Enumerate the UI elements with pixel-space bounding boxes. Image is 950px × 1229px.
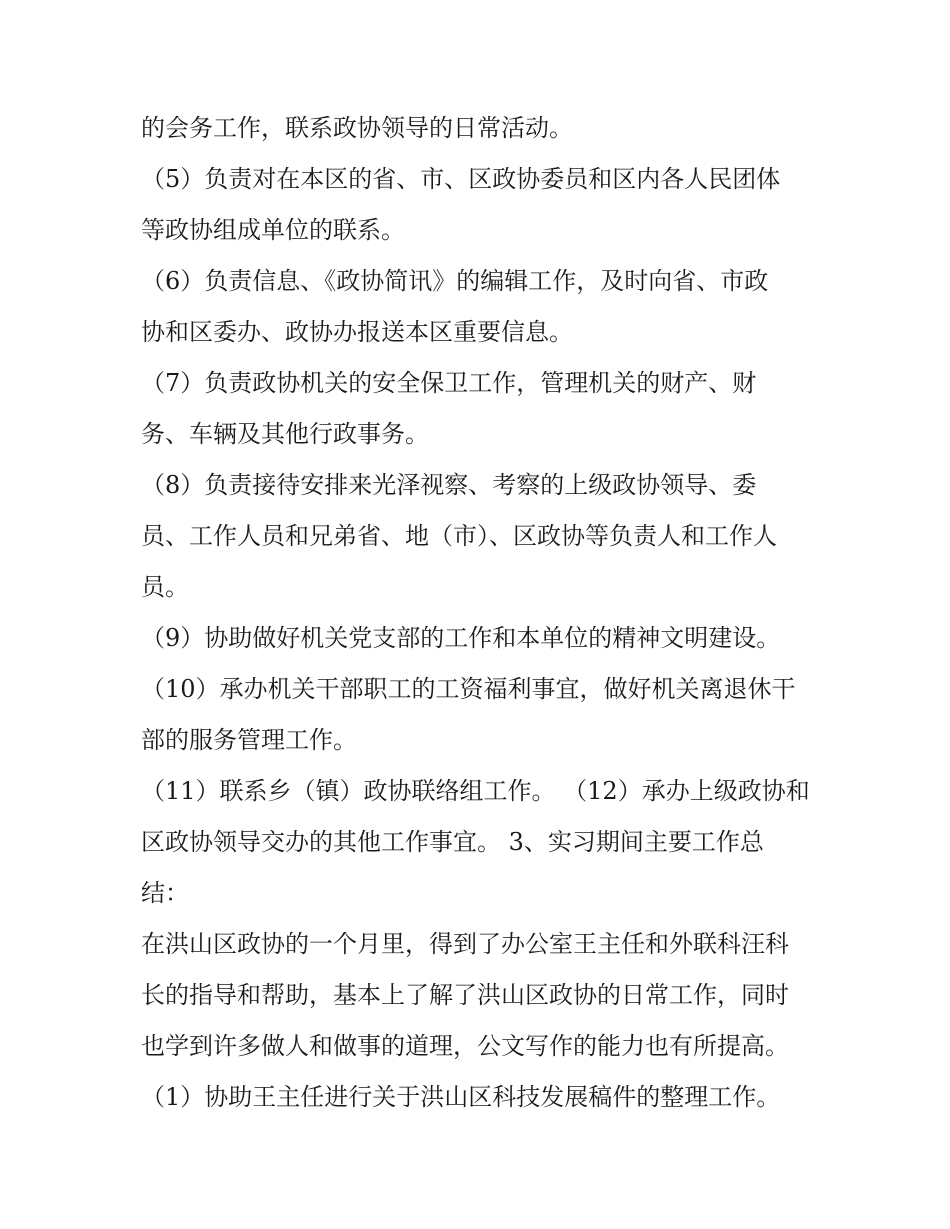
text-line-15: 区政协领导交办的其他工作事宜。 3、实习期间主要工作总 [141,828,764,856]
text-line-12: （10）承办机关干部职工的工资福利事宜，做好机关离退休干 [141,675,796,703]
text-line-19: 也学到许多做人和做事的道理，公文写作的能力也有所提高。 [141,1032,789,1060]
text-line-10: 员。 [141,573,189,601]
text-line-03: 等政协组成单位的联系。 [141,216,405,244]
text-line-13: 部的服务管理工作。 [141,726,357,754]
text-line-08: （8）负责接待安排来光泽视察、考察的上级政协领导、委 [141,471,757,499]
text-line-01: 的会务工作，联系政协领导的日常活动。 [141,114,573,142]
text-line-20: （1）协助王主任进行关于洪山区科技发展稿件的整理工作。 [141,1083,781,1111]
text-line-09: 员、工作人员和兄弟省、地（市）、区政协等负责人和工作人 [141,522,777,550]
text-line-07: 务、车辆及其他行政事务。 [141,420,429,448]
text-line-17: 在洪山区政协的一个月里，得到了办公室王主任和外联科汪科 [141,930,789,958]
text-line-16: 结： [141,879,189,907]
text-line-18: 长的指导和帮助，基本上了解了洪山区政协的日常工作，同时 [141,981,789,1009]
text-line-05: 协和区委办、政协办报送本区重要信息。 [141,318,573,346]
text-line-11: （9）协助做好机关党支部的工作和本单位的精神文明建设。 [141,624,781,652]
text-line-02: （5）负责对在本区的省、市、区政协委员和区内各人民团体 [141,165,781,193]
text-line-14: （11）联系乡（镇）政协联络组工作。 （12）承办上级政协和 [141,777,810,805]
text-line-06: （7）负责政协机关的安全保卫工作，管理机关的财产、财 [141,369,757,397]
text-line-04: （6）负责信息、《政协简讯》的编辑工作，及时向省、市政 [141,267,769,295]
